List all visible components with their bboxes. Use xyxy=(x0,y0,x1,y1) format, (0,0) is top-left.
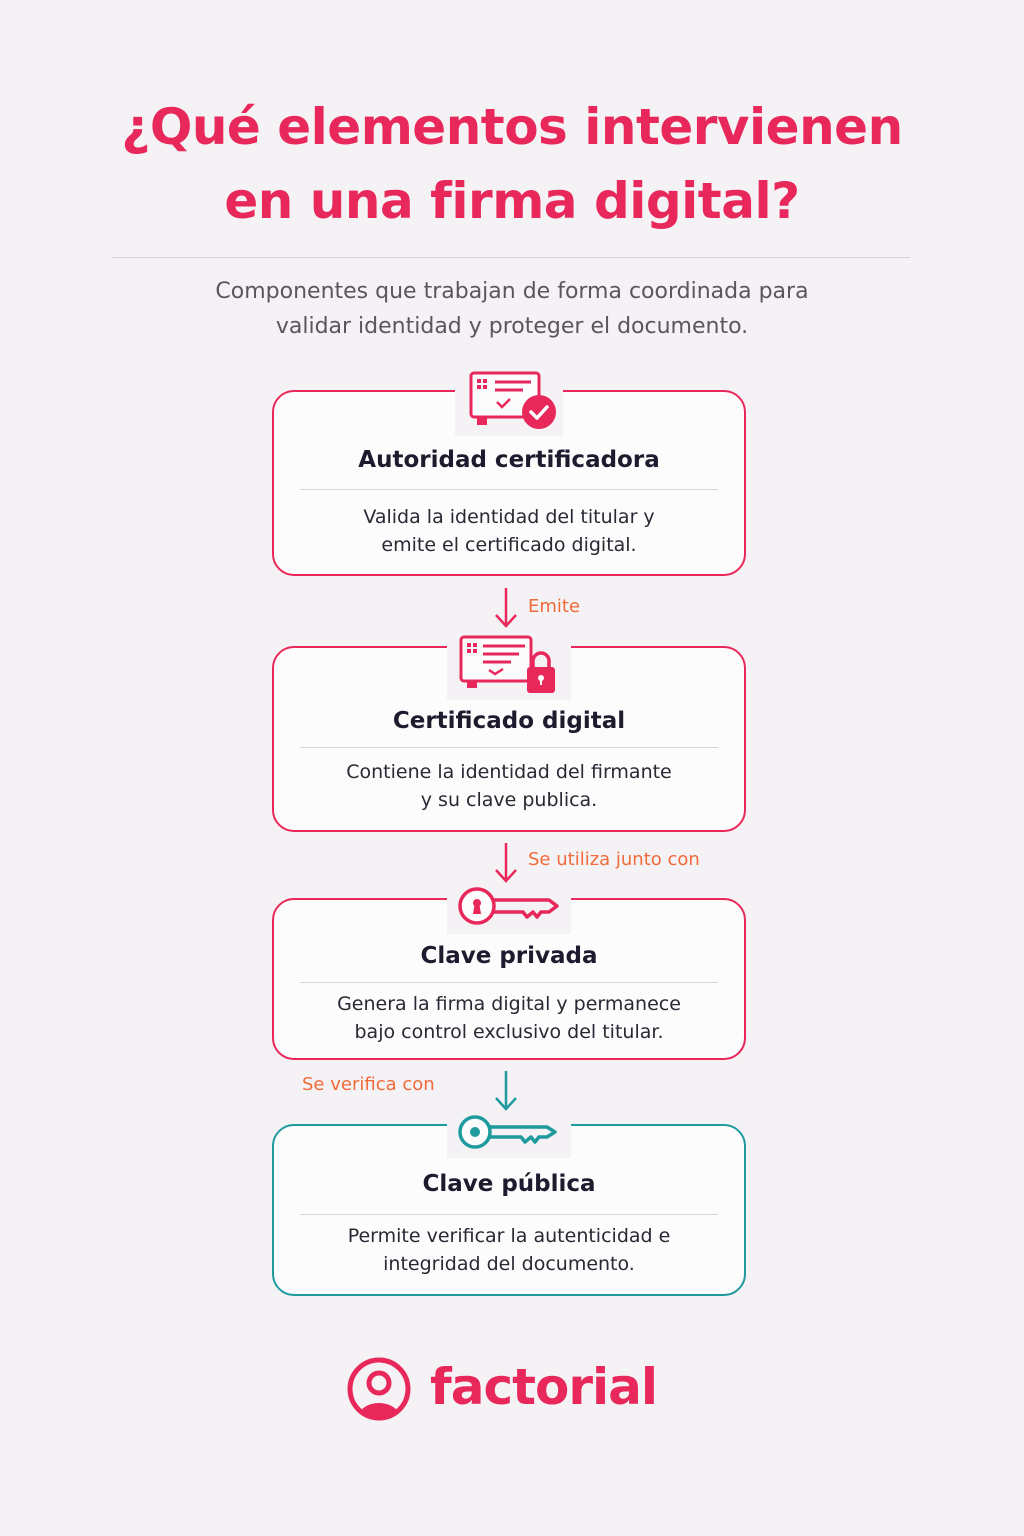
page-title xyxy=(62,90,962,238)
public-key-icon xyxy=(447,1112,571,1158)
page-subtitle-line-2: validar identidad y proteger el documento. xyxy=(275,314,749,339)
card-title: Clave pública xyxy=(422,1171,596,1197)
card-description-line-2: y su clave publica. xyxy=(420,789,598,811)
factorial-logo-icon xyxy=(346,1356,412,1422)
card-certificado-digital xyxy=(272,646,746,832)
card-clave-publica xyxy=(272,1124,746,1296)
certificate-check-icon xyxy=(455,368,563,436)
down-arrow-icon xyxy=(492,1071,520,1113)
card-description-line-1: Valida la identidad del titular y xyxy=(363,506,655,528)
card-description xyxy=(284,990,734,1046)
card-description xyxy=(284,503,734,559)
certificate-lock-icon xyxy=(447,634,571,700)
card-description xyxy=(284,1222,734,1278)
card-autoridad-certificadora xyxy=(272,390,746,576)
card-divider xyxy=(300,489,718,490)
card-description-line-2: bajo control exclusivo del titular. xyxy=(354,1021,664,1043)
title-divider xyxy=(112,257,910,258)
factorial-logo xyxy=(346,1356,676,1422)
card-title: Autoridad certificadora xyxy=(358,447,660,473)
private-key-icon xyxy=(447,884,571,934)
page-title-line-2: en una firma digital? xyxy=(224,172,800,230)
connector-label-se-utiliza-junto-con: Se utiliza junto con xyxy=(528,849,700,870)
connector-label-se-verifica-con: Se verifica con xyxy=(302,1074,435,1095)
card-description xyxy=(284,758,734,814)
page-title-line-1: ¿Qué elementos intervienen xyxy=(121,98,903,156)
card-description-line-1: Contiene la identidad del firmante xyxy=(346,761,672,783)
connector-label-emite: Emite xyxy=(528,596,581,617)
card-title: Certificado digital xyxy=(392,708,626,734)
page-subtitle-line-1: Componentes que trabajan de forma coordinada para xyxy=(215,279,809,304)
brand-name: factorial xyxy=(430,1358,658,1416)
card-description-line-1: Permite verificar la autenticidad e xyxy=(347,1225,671,1247)
card-description-line-2: integridad del documento. xyxy=(383,1253,635,1275)
card-clave-privada xyxy=(272,898,746,1060)
page-subtitle xyxy=(112,274,912,344)
card-description-line-1: Genera la firma digital y permanece xyxy=(337,993,681,1015)
card-divider xyxy=(300,982,718,983)
card-divider xyxy=(300,747,718,748)
card-divider xyxy=(300,1214,718,1215)
card-title: Clave privada xyxy=(420,943,598,969)
down-arrow-icon xyxy=(492,588,520,630)
card-description-line-2: emite el certificado digital. xyxy=(381,534,637,556)
down-arrow-icon xyxy=(492,843,520,885)
